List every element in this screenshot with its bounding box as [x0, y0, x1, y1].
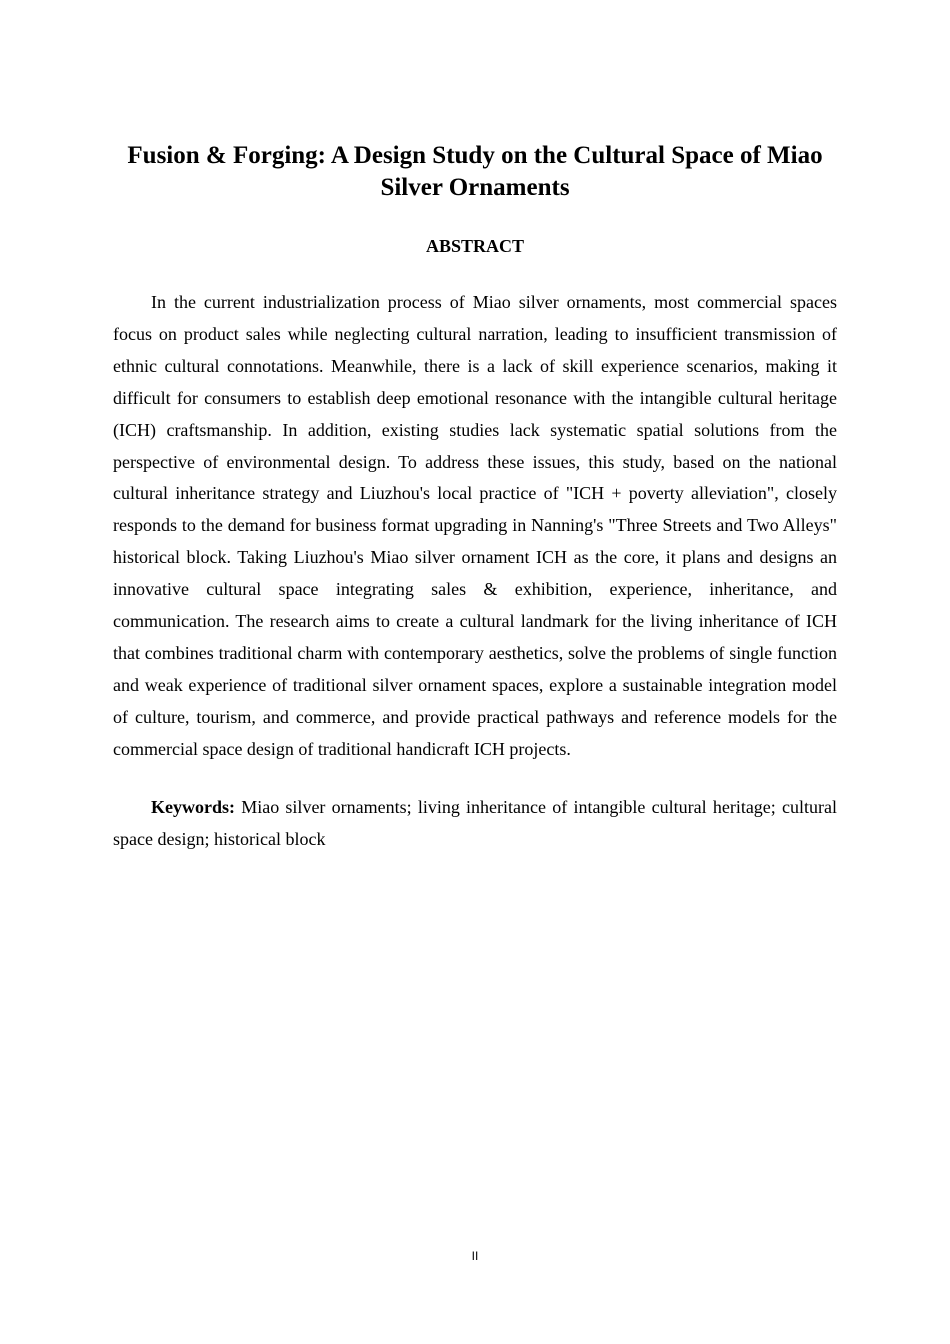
paper-title: Fusion & Forging: A Design Study on the Cultural Space of Miao Silver Ornaments	[127, 142, 823, 201]
page-number: II	[471, 1249, 479, 1263]
abstract-heading: ABSTRACT	[425, 236, 525, 256]
abstract-paragraph: In the current industrialization process of Miao silver ornaments, most commercial spaces focus on product sales while neglecting cultural narration, leading to insufficient transmission of ethnic cultural connotations. Meanwhile, there is a lack of skill experience scenarios, making it difficult for consumers to establish deep emotional resonance with the intangible cultural heritage (ICH) craftsmanship. In addition, existing studies lack systematic spatial solutions from the perspective of environmental design. To address these issues, this study, based on the national cultural inheritance strategy and Liuzhou's local practice of "ICH + poverty alleviation", closely responds to the demand for business format upgrading in Nanning's "Three Streets and Two Alleys" historical block. Taking Liuzhou's Miao silver ornament ICH as the core, it plans and designs an innovative cultural space integrating sales & exhibition, experience, inheritance, and communication. The research aims to create a cultural landmark for the living inheritance of ICH that combines traditional charm with contemporary aesthetics, solve the problems of single function and weak experience of traditional silver ornament spaces, explore a sustainable integration model of culture, tourism, and commerce, and provide practical pathways and reference models for the commercial space design of traditional handicraft ICH projects.	[113, 292, 837, 759]
keywords-paragraph	[113, 792, 837, 856]
keywords-label: Keywords:	[151, 797, 235, 817]
keywords-text: Miao silver ornaments; living inheritance of intangible cultural heritage; cultural space design; historical block	[113, 797, 837, 849]
